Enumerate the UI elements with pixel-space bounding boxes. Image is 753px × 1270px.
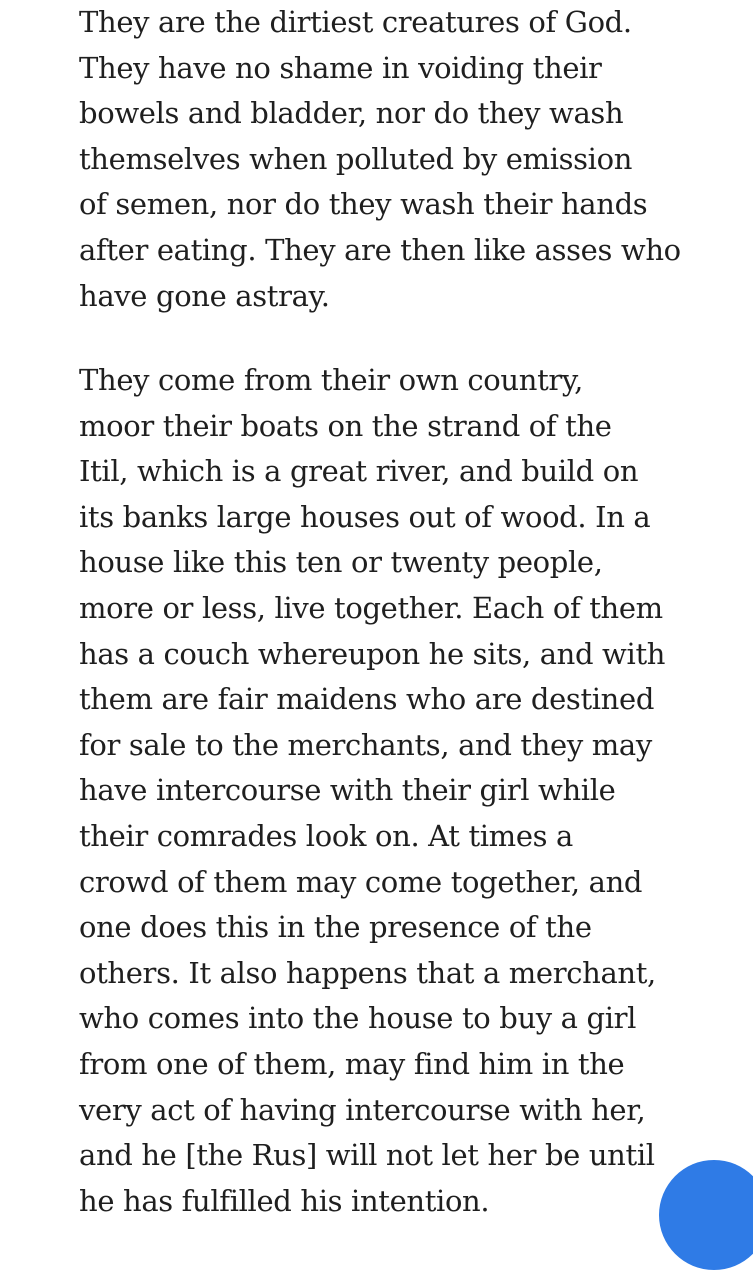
text-line: have gone astray.: [79, 278, 330, 313]
text-line: after eating. They are then like asses who: [79, 232, 681, 267]
paragraph: [79, 358, 665, 1224]
text-line: house like this ten or twenty people,: [79, 545, 603, 580]
text-line: They come from their own country,: [79, 363, 583, 397]
text-line: They have no shame in voiding their: [79, 50, 602, 85]
text-line: moor their boats on the strand of the: [79, 408, 612, 443]
text-line: them are fair maidens who are destined: [79, 682, 655, 717]
text-line: their comrades look on. At times a: [79, 818, 573, 853]
text-line: for sale to the merchants, and they may: [79, 727, 652, 762]
text-line: more or less, live together. Each of them: [79, 590, 663, 625]
text-line: who comes into the house to buy a girl: [79, 1001, 637, 1036]
floating-action-button[interactable]: [659, 1160, 753, 1270]
text-line: its banks large houses out of wood. In a: [79, 499, 651, 534]
text-line: one does this in the presence of the: [79, 910, 592, 945]
text-line: others. It also happens that a merchant,: [79, 955, 656, 990]
paragraph: [79, 0, 681, 319]
text-line: has a couch whereupon he sits, and with: [79, 636, 666, 671]
text-line: They are the dirtiest creatures of God.: [79, 5, 632, 39]
text-line: from one of them, may find him in the: [79, 1046, 625, 1081]
text-line: very act of having intercourse with her,: [79, 1092, 646, 1127]
text-line: he has fulfilled his intention.: [79, 1183, 490, 1218]
text-line: Itil, which is a great river, and build on: [79, 454, 639, 489]
text-line: of semen, nor do they wash their hands: [79, 187, 648, 222]
text-line: and he [the Rus] will not let her be until: [79, 1138, 655, 1173]
text-line: themselves when polluted by emission: [79, 141, 633, 176]
text-line: crowd of them may come together, and: [79, 864, 643, 899]
text-line: bowels and bladder, nor do they wash: [79, 96, 624, 131]
text-line: have intercourse with their girl while: [79, 773, 616, 808]
